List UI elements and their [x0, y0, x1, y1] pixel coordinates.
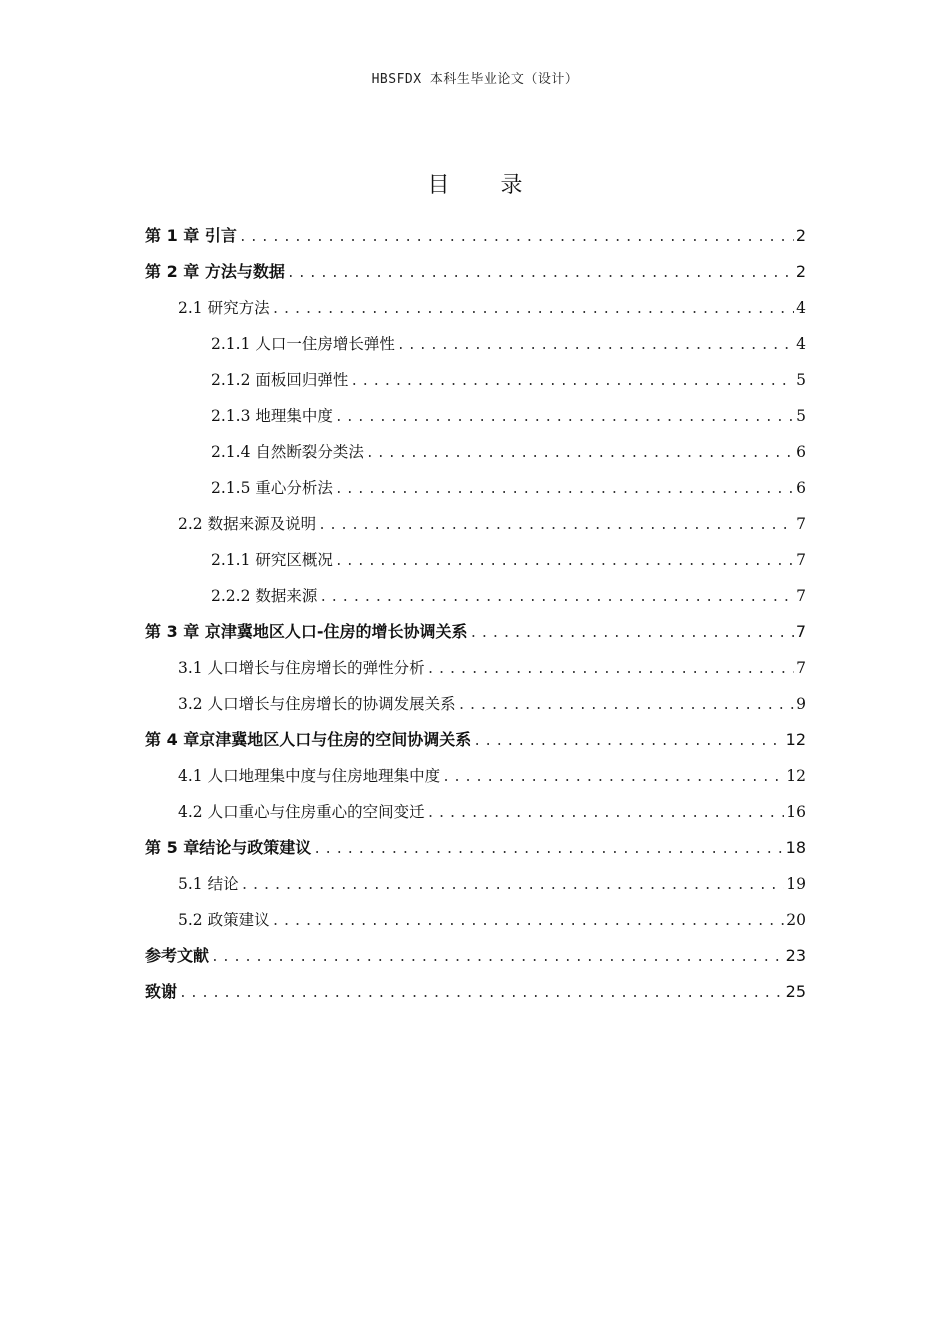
- toc-entry[interactable]: [145, 254, 806, 290]
- toc-entry-label: 2.1.1 人口一住房增长弹性: [211, 335, 395, 353]
- toc-entry-label: 2.1 研究方法: [178, 299, 270, 317]
- toc-entry-label: 3.1 人口增长与住房增长的弹性分析: [178, 659, 425, 677]
- toc-entry-label: 4.1 人口地理集中度与住房地理集中度: [178, 767, 441, 785]
- toc-entry[interactable]: [145, 578, 806, 614]
- toc-dot-leader: [366, 436, 794, 472]
- toc-entry-label: 5.2 政策建议: [178, 911, 270, 929]
- toc-entry-label: 第 1 章 引言: [145, 226, 237, 245]
- toc-entry-page-number: 19: [786, 875, 806, 893]
- toc-dot-leader: [241, 868, 785, 904]
- table-of-contents: [145, 218, 806, 1010]
- toc-entry-page-number: 6: [796, 479, 806, 497]
- toc-dot-leader: [397, 328, 794, 364]
- toc-entry-page-number: 4: [796, 335, 806, 353]
- toc-entry-page-number: 18: [785, 838, 806, 857]
- toc-entry-page-number: 7: [795, 622, 806, 641]
- toc-dot-leader: [272, 904, 785, 940]
- toc-entry-label: 3.2 人口增长与住房增长的协调发展关系: [178, 695, 456, 713]
- toc-entry-label: 第 3 章 京津冀地区人口-住房的增长协调关系: [145, 622, 468, 641]
- toc-entry-page-number: 7: [796, 587, 806, 605]
- toc-dot-leader: [442, 760, 784, 796]
- toc-entry[interactable]: [145, 398, 806, 434]
- toc-entry-label: 2.1.2 面板回归弹性: [211, 371, 349, 389]
- toc-entry-page-number: 16: [786, 803, 806, 821]
- toc-entry[interactable]: [145, 434, 806, 470]
- toc-dot-leader: [313, 832, 783, 868]
- toc-entry-label: 2.2 数据来源及说明: [178, 515, 317, 533]
- toc-dot-leader: [319, 580, 794, 616]
- toc-entry-label: 第 2 章 方法与数据: [145, 262, 285, 281]
- toc-entry-label: 5.1 结论: [178, 875, 239, 893]
- toc-entry-page-number: 12: [785, 730, 806, 749]
- toc-entry-label: 第 4 章京津冀地区人口与住房的空间协调关系: [145, 730, 472, 749]
- toc-entry-label: 第 5 章结论与政策建议: [145, 838, 312, 857]
- toc-entry-label: 参考文献: [145, 946, 210, 965]
- toc-dot-leader: [179, 976, 784, 1012]
- toc-entry[interactable]: [145, 362, 806, 398]
- toc-entry-page-number: 20: [786, 911, 806, 929]
- toc-entry-label: 2.1.1 研究区概况: [211, 551, 333, 569]
- toc-entry-page-number: 2: [795, 262, 806, 281]
- toc-entry[interactable]: [145, 290, 806, 326]
- toc-entry[interactable]: [145, 686, 806, 722]
- toc-entry-label: 2.1.5 重心分析法: [211, 479, 333, 497]
- toc-entry[interactable]: [145, 902, 806, 938]
- toc-entry[interactable]: [145, 650, 806, 686]
- toc-entry[interactable]: [145, 794, 806, 830]
- toc-dot-leader: [287, 256, 794, 292]
- toc-dot-leader: [427, 652, 795, 688]
- toc-dot-leader: [335, 472, 794, 508]
- toc-dot-leader: [211, 940, 784, 976]
- toc-dot-leader: [335, 400, 794, 436]
- toc-dot-leader: [335, 544, 794, 580]
- toc-entry-page-number: 6: [796, 443, 806, 461]
- toc-entry[interactable]: [145, 326, 806, 362]
- toc-entry[interactable]: [145, 542, 806, 578]
- toc-entry-label: 2.1.4 自然断裂分类法: [211, 443, 364, 461]
- toc-dot-leader: [239, 220, 794, 256]
- toc-dot-leader: [272, 292, 795, 328]
- toc-entry-page-number: 5: [796, 371, 806, 389]
- toc-entry-page-number: 7: [796, 659, 806, 677]
- toc-dot-leader: [427, 796, 785, 832]
- toc-entry[interactable]: [145, 614, 806, 650]
- toc-entry[interactable]: [145, 470, 806, 506]
- toc-entry-label: 致谢: [145, 982, 178, 1001]
- toc-entry-label: 4.2 人口重心与住房重心的空间变迁: [178, 803, 425, 821]
- toc-entry-page-number: 12: [786, 767, 806, 785]
- toc-dot-leader: [350, 364, 794, 400]
- toc-entry[interactable]: [145, 506, 806, 542]
- toc-entry-page-number: 7: [796, 551, 806, 569]
- toc-entry-page-number: 4: [796, 299, 806, 317]
- toc-dot-leader: [318, 508, 794, 544]
- toc-dot-leader: [473, 724, 783, 760]
- toc-entry-page-number: 7: [796, 515, 806, 533]
- toc-entry[interactable]: [145, 974, 806, 1010]
- toc-entry-page-number: 2: [795, 226, 806, 245]
- toc-entry[interactable]: [145, 758, 806, 794]
- running-header: HBSFDX 本科生毕业论文（设计）: [371, 72, 579, 87]
- toc-dot-leader: [470, 616, 794, 652]
- toc-entry-label: 2.1.3 地理集中度: [211, 407, 333, 425]
- toc-entry-page-number: 9: [796, 695, 806, 713]
- toc-entry[interactable]: [145, 866, 806, 902]
- toc-entry[interactable]: [145, 722, 806, 758]
- page-title: 目 录: [427, 173, 545, 198]
- toc-entry[interactable]: [145, 218, 806, 254]
- toc-entry[interactable]: [145, 938, 806, 974]
- toc-entry-label: 2.2.2 数据来源: [211, 587, 318, 605]
- toc-dot-leader: [458, 688, 795, 724]
- toc-entry-page-number: 5: [796, 407, 806, 425]
- toc-entry-page-number: 25: [785, 982, 806, 1001]
- toc-entry-page-number: 23: [785, 946, 806, 965]
- toc-entry[interactable]: [145, 830, 806, 866]
